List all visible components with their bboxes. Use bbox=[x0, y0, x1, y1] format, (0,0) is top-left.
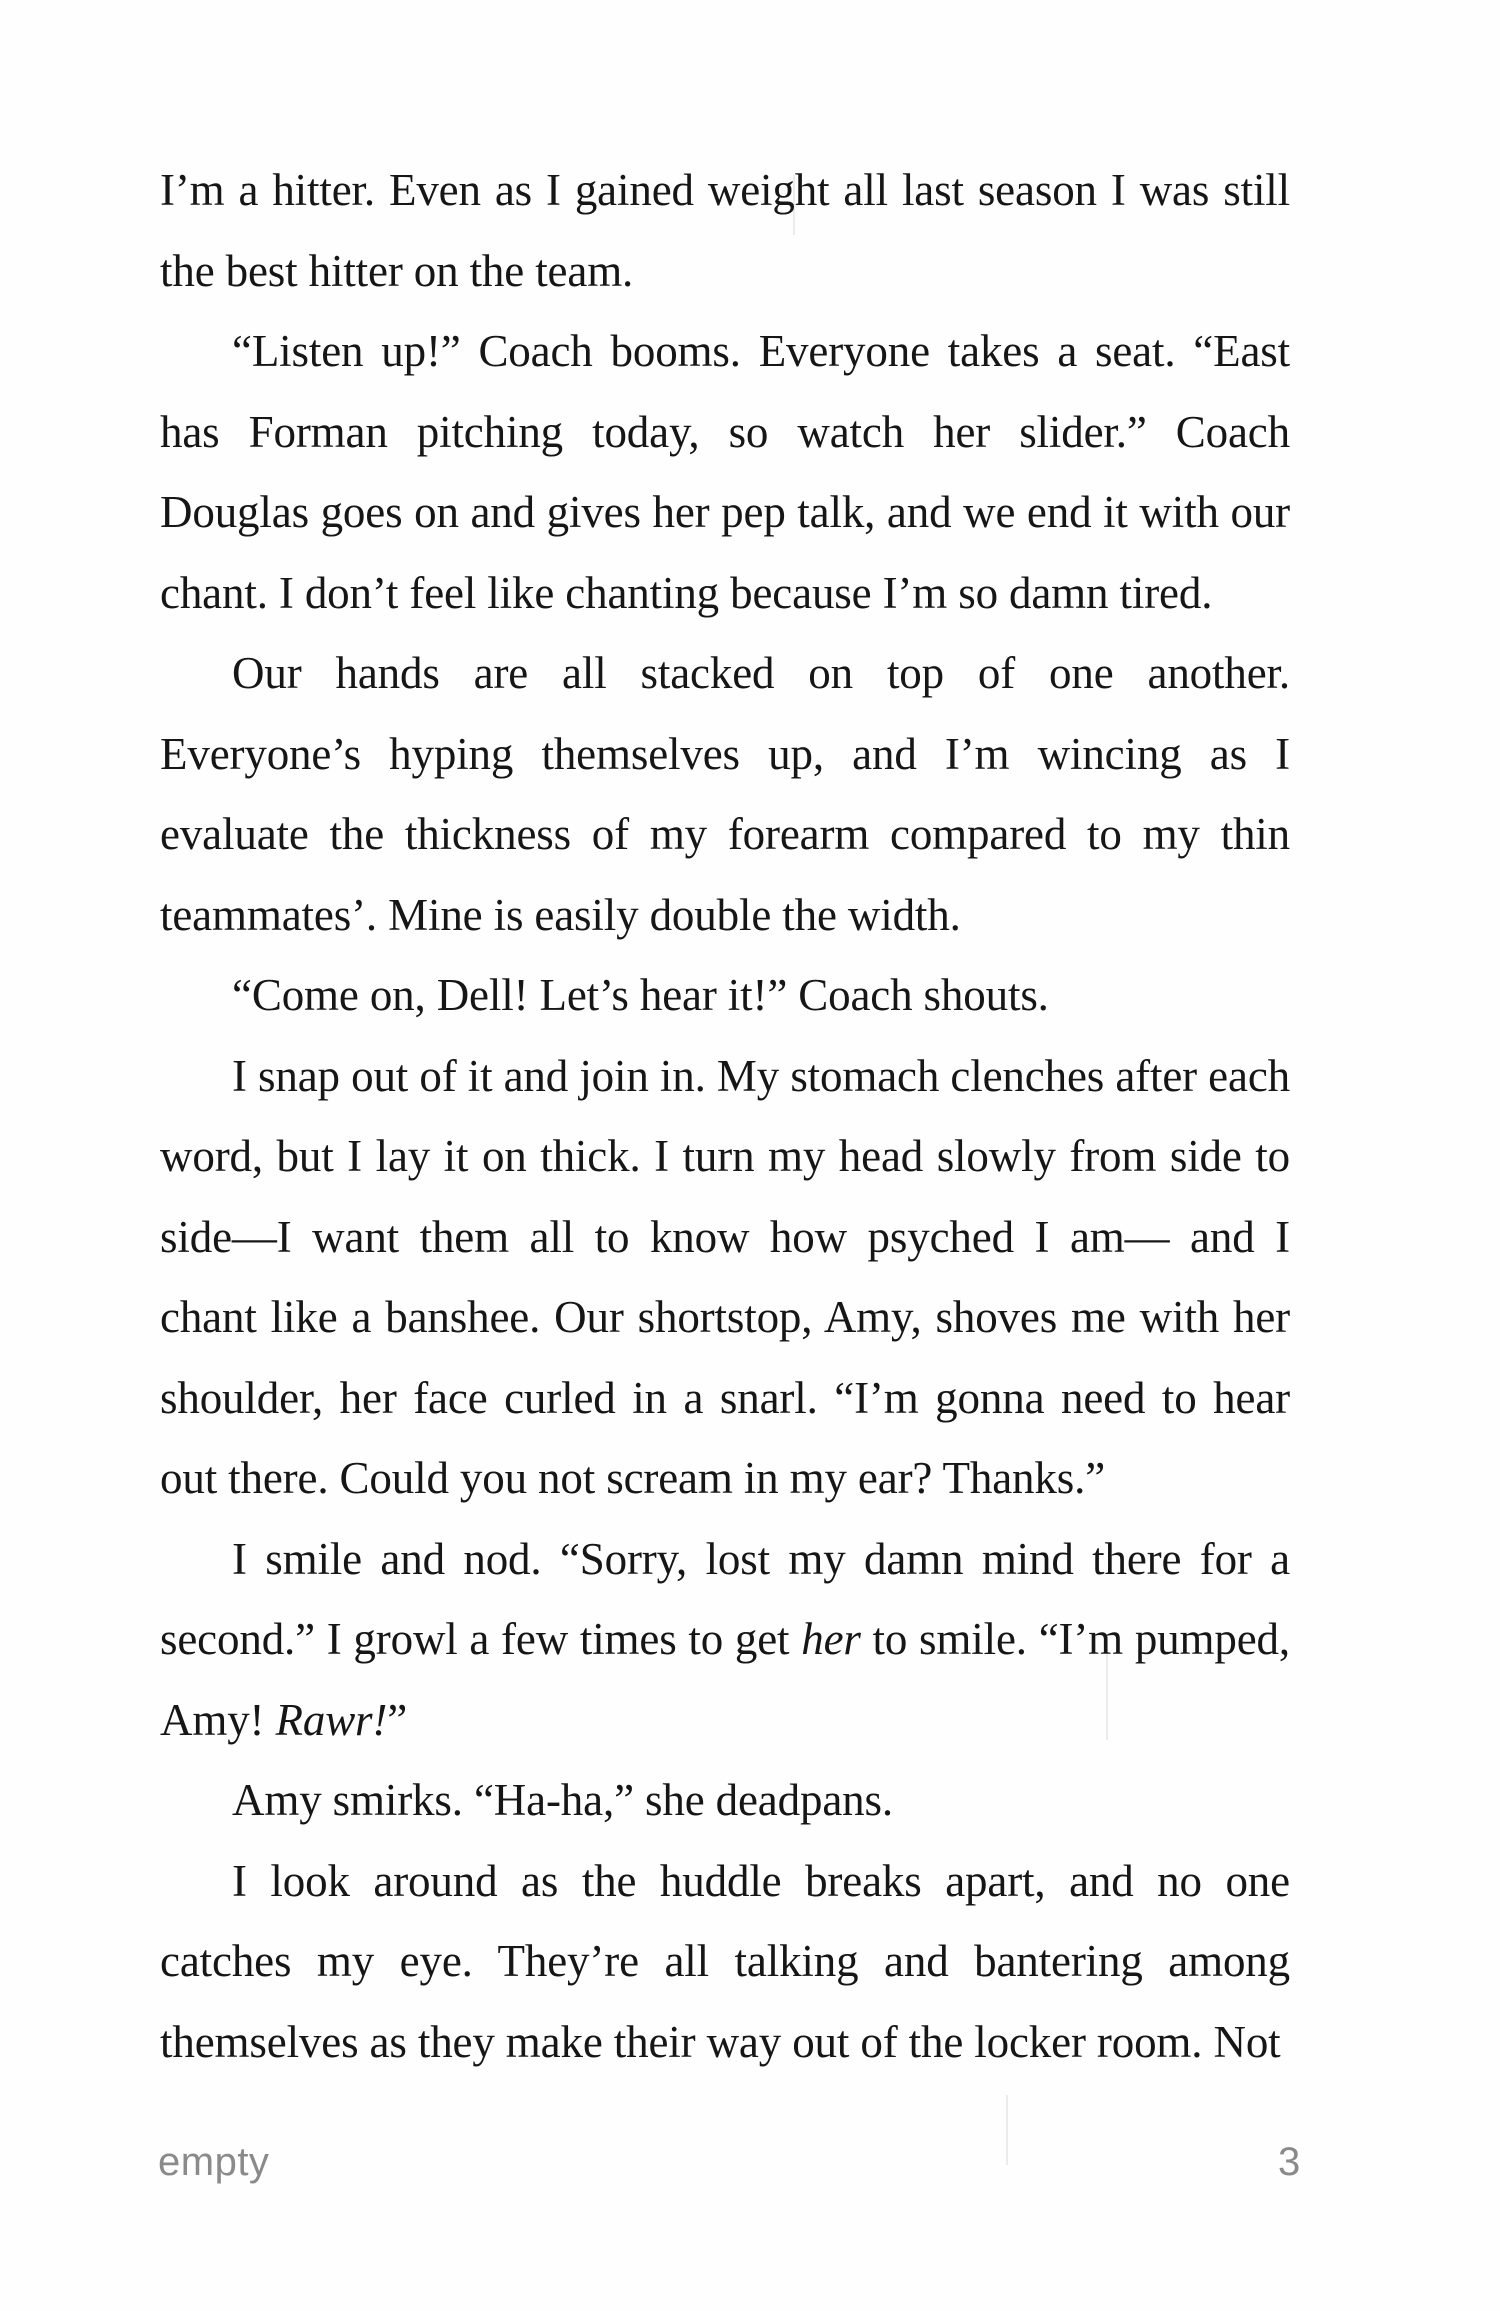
paragraph bbox=[160, 311, 1290, 633]
text-run: I look around as the huddle breaks apart, and no one catches my eye. They’re all talking and bantering among themselves as they make their way out of the locker room. Not bbox=[160, 1855, 1290, 2067]
paragraph bbox=[160, 1841, 1290, 2083]
paragraph bbox=[160, 1760, 1290, 1841]
text-run: “Listen up!” Coach booms. Everyone takes a seat. “East has Forman pitching today, so watch her slider.” Coach Douglas goes on and gives her pep talk, and we end it with our chant. I don’t feel like chanting because I’m so damn tired. bbox=[160, 326, 1290, 618]
text-run: “Come on, Dell! Let’s hear it!” Coach shouts. bbox=[232, 970, 1049, 1020]
scan-artifact bbox=[1006, 2095, 1008, 2165]
running-footer-title: empty bbox=[158, 2140, 270, 2184]
body-text bbox=[160, 150, 1290, 2082]
text-run: Amy smirks. “Ha-ha,” she deadpans. bbox=[232, 1775, 893, 1825]
italic-text: Rawr! bbox=[275, 1694, 388, 1745]
paragraph bbox=[160, 1036, 1290, 1519]
text-run: Our hands are all stacked on top of one another. Everyone’s hyping themselves up, and I’m wincing as I evaluate the thickness of my forearm compared to my thin teammates’. Mine is easily double the width. bbox=[160, 648, 1290, 940]
text-run: I smile and nod. “Sorry, lost my damn mind there for a second.” I growl a few times to get bbox=[160, 1533, 1290, 1664]
paragraph bbox=[160, 1519, 1290, 1761]
paragraph bbox=[160, 633, 1290, 955]
paragraph bbox=[160, 150, 1290, 311]
text-run: to smile. “I’m pumped, Amy! bbox=[160, 1614, 1291, 1745]
text-run: I snap out of it and join in. My stomach clenches after each word, but I lay it on thick. I turn my head slowly from side to side—I want them all to know how psyched I am— and I chant like a banshee. Our shortstop, Amy, shoves me with her shoulder, her face curled in a snarl. “I’m gonna need to hear out there. Could you not scream in my ear? Thanks.” bbox=[160, 1050, 1290, 1503]
italic-text: her bbox=[801, 1614, 861, 1664]
text-run: I’m a hitter. Even as I gained weight all last season I was still the best hitter on the team. bbox=[160, 165, 1290, 296]
page-number: 3 bbox=[1278, 2140, 1301, 2184]
text-run: ” bbox=[387, 1694, 408, 1745]
paragraph bbox=[160, 955, 1290, 1036]
